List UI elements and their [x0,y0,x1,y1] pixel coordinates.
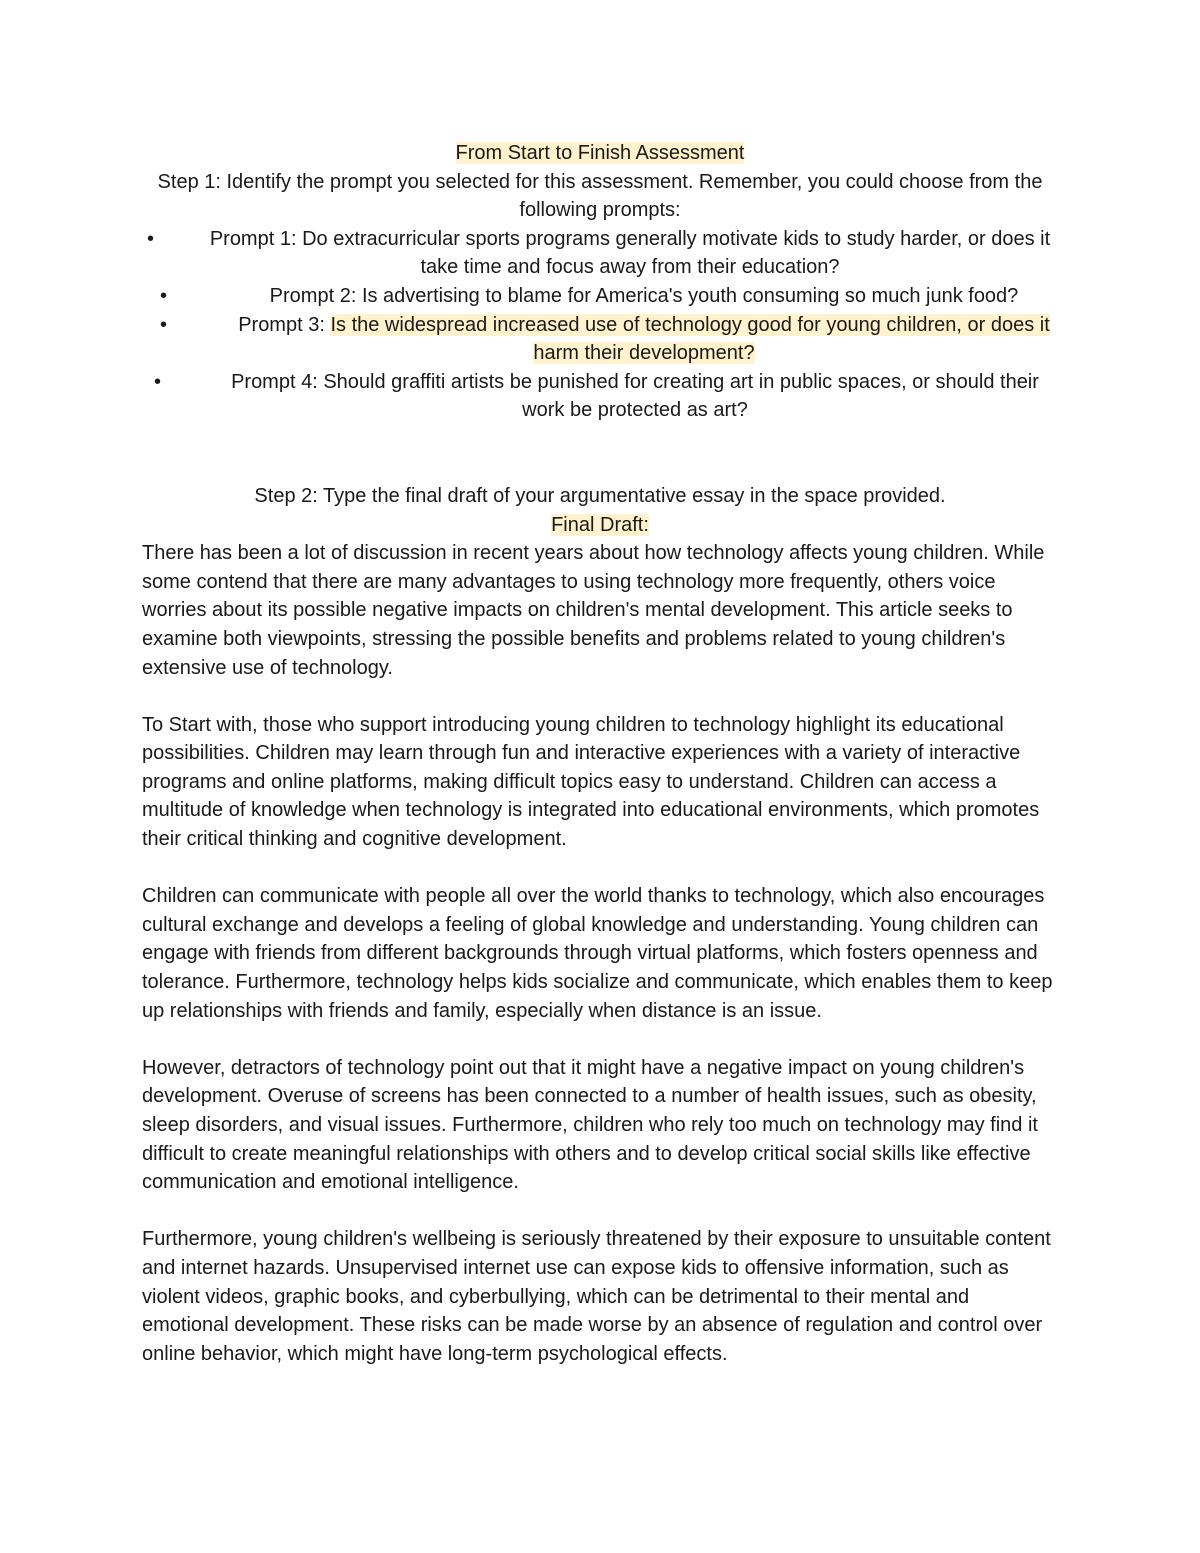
essay-paragraph: There has been a lot of discussion in recent years about how technology affects young children. While some contend that there are many advantages to using technology more frequently, others voice worries about its possible negative impacts on children's mental development. This article seeks to examine both viewpoints, stressing the possible benefits and problems related to young children's extensive use of technology. [142,542,1045,679]
bullet-icon: • [154,370,162,393]
bullet-icon: • [160,284,168,307]
prompt-label: Prompt 3: [238,313,325,336]
final-draft-label: Final Draft: [551,513,649,536]
bullet-icon: • [147,227,155,250]
essay-paragraph: To Start with, those who support introducing young children to technology highlight its educational possibilities. Children may learn through fun and interactive experiences with a variety of interactive programs and online platforms, making difficult topics easy to understand. Children can access a multitude of knowledge when technology is integrated into educational environments, which promotes their critical thinking and cognitive development. [142,713,1040,851]
prompt-item-selected [142,311,1058,368]
prompt-list [142,225,1058,425]
prompt-label: Prompt 2: [269,284,357,307]
prompt-label: Prompt 1: [209,227,297,250]
prompt-text: Is advertising to blame for America's youth consuming so much junk food? [361,284,1019,307]
title-line [142,139,1058,168]
essay-paragraph: However, detractors of technology point out that it might have a negative impact on young children's development. Overuse of screens has been connected to a number of health issues, such as obesity, sleep disorders, and visual issues. Furthermore, children who rely too much on technology may find it difficult to create meaningful relationships with others and to develop critical social skills like effective communication and emotional intelligence. [142,1056,1038,1194]
prompt-item [142,282,1058,311]
prompt-item [142,368,1058,425]
spacer [142,425,1058,482]
bullet-icon: • [160,313,168,336]
assessment-title: From Start to Finish Assessment [455,142,745,164]
essay-paragraph: Children can communicate with people all over the world thanks to technology, which also encourages cultural exchange and develops a feeling of global knowledge and understanding. Young children can engage with friends from different backgrounds through virtual platforms, which fosters openness and tolerance. Furthermore, technology helps kids socialize and communicate, which enables them to keep up relationships with friends and family, especially when distance is an issue. [142,885,1053,1022]
document-page [142,139,1058,1397]
essay-paragraph: Furthermore, young children's wellbeing is seriously threatened by their exposure to unsuitable content and internet hazards. Unsupervised internet use can expose kids to offensive information, such as violent videos, graphic books, and cyberbullying, which can be detrimental to their mental and emotional development. These risks can be made worse by an absence of regulation and control over online behavior, which might have long-term psychological effects. [142,1228,1051,1365]
step2-instructions: Step 2: Type the final draft of your argumentative essay in the space provided. [254,484,946,507]
prompt-text: Should graffiti artists be punished for creating art in public spaces, or should their work be protected as art? [323,370,1039,422]
final-draft-heading [142,511,1058,540]
prompt-text: Do extracurricular sports programs generally motivate kids to study harder, or does it take time and focus away from their education? [302,227,1051,279]
essay-body [142,539,1058,1368]
prompt-item [142,225,1058,282]
step1-instructions: Step 1: Identify the prompt you selected for this assessment. Remember, you could choose from the following prompts: [157,170,1043,222]
prompt-label: Prompt 4: [231,370,318,393]
prompt-text-highlighted: Is the widespread increased use of technology good for young children, or does it harm their development? [330,313,1050,365]
